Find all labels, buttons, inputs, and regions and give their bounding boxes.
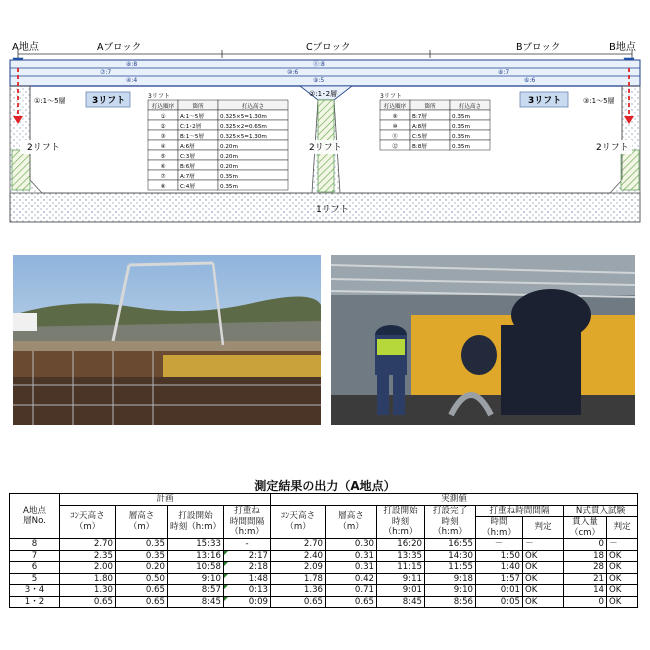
table-cell: 0.35 xyxy=(116,539,168,551)
table-cell: OK xyxy=(523,573,564,585)
lift2-center-label: 2リフト xyxy=(309,143,342,153)
seq-table-cell: ④ xyxy=(160,144,166,150)
table-cell: 0.31 xyxy=(326,550,377,562)
table-cell: 0 xyxy=(564,539,607,551)
table-cell: 8:57 xyxy=(168,585,224,597)
lift2-left-label: 2リフト xyxy=(27,143,60,153)
table-cell: 11:55 xyxy=(425,562,476,574)
layer-label: ⑦:7 xyxy=(100,69,112,76)
cross-section-diagram xyxy=(0,0,650,230)
results-title: 測定結果の出力（A地点） xyxy=(254,479,396,493)
table-cell: 0.65 xyxy=(271,596,326,608)
table-cell: 1・2 xyxy=(10,596,60,608)
header-layer-height-actual: 層高さ （m） xyxy=(326,505,377,539)
point-b-label: B地点 xyxy=(609,42,636,53)
seq-table-cell: 0.35m xyxy=(452,114,470,120)
seq-table-header: 打込高さ xyxy=(241,104,265,110)
table-cell: 1:50 xyxy=(476,550,523,562)
table-row xyxy=(10,562,638,574)
layer-label: ⑧:8 xyxy=(126,61,138,68)
table-cell: 10:58 xyxy=(168,562,224,574)
table-cell: 1.36 xyxy=(271,585,326,597)
seq-table-cell: 0.35m xyxy=(452,124,470,130)
table-cell: 6 xyxy=(10,562,60,574)
layer-label: ⑨:5 xyxy=(313,77,325,84)
seq-table-header: 箇所 xyxy=(424,104,436,110)
seq-table-cell: ⑨ xyxy=(392,114,398,120)
table-cell: 0.31 xyxy=(326,562,377,574)
table-cell: 0.65 xyxy=(326,596,377,608)
seq-table-cell: A:7層 xyxy=(180,174,195,180)
table-cell: OK xyxy=(523,596,564,608)
marker-left-label: ①:1～5層 xyxy=(34,97,66,105)
lift2-right-label: 2リフト xyxy=(596,143,629,153)
seq-table-cell: A:6層 xyxy=(180,144,195,150)
table-cell: OK xyxy=(607,585,638,597)
table-cell: 9:11 xyxy=(377,573,425,585)
table-cell: 0.20 xyxy=(116,562,168,574)
header-n-test: N式貫入試験 xyxy=(564,505,638,517)
table-cell: 1.80 xyxy=(60,573,116,585)
header-layer-height: 層高さ （m） xyxy=(116,505,168,539)
lift3-right-label: 3リフト xyxy=(528,96,562,106)
table-cell: 2.00 xyxy=(60,562,116,574)
layer-label: ⑧:7 xyxy=(498,69,510,76)
seq-table-cell: ③ xyxy=(160,134,166,140)
header-interval: 打重ね 時間間隔 （h:m） xyxy=(224,505,271,539)
table-cell: 13:16 xyxy=(168,550,224,562)
table-cell: 0.50 xyxy=(116,573,168,585)
table-cell: OK xyxy=(607,550,638,562)
table-cell: 8:56 xyxy=(425,596,476,608)
seq-table-cell: A:8層 xyxy=(412,124,427,130)
table-cell: 1:48 xyxy=(224,573,271,585)
table-cell: 8:45 xyxy=(168,596,224,608)
marker-right-label: ③:1～5層 xyxy=(583,97,615,105)
table-cell: 0:01 xyxy=(476,585,523,597)
seq-table-cell: ⑤ xyxy=(160,154,166,160)
table-cell: 11:15 xyxy=(377,562,425,574)
seq-table-cell: B:7層 xyxy=(412,114,427,120)
table-cell: 1.30 xyxy=(60,585,116,597)
table-caption: 3リフト xyxy=(380,93,402,100)
table-caption: 3リフト xyxy=(148,93,170,100)
layer-label: ⑥:6 xyxy=(524,77,536,84)
table-cell: OK xyxy=(523,550,564,562)
table-cell: 3・4 xyxy=(10,585,60,597)
table-cell: 2.40 xyxy=(271,550,326,562)
header-time: 時間 （h:m） xyxy=(476,517,523,539)
seq-table-cell: 0.20m xyxy=(220,144,238,150)
table-cell: 15:33 xyxy=(168,539,224,551)
header-con-height-actual: ｺﾝ天高さ （m） xyxy=(271,505,326,539)
block-a-label: Aブロック xyxy=(97,42,142,53)
table-cell: 9:10 xyxy=(168,573,224,585)
table-cell: 0:09 xyxy=(224,596,271,608)
table-cell: － xyxy=(476,539,523,551)
table-cell: 1:57 xyxy=(476,573,523,585)
seq-table-cell: ⑦ xyxy=(160,174,166,180)
pour-sequence-table-right xyxy=(376,92,492,150)
table-cell: 9:18 xyxy=(425,573,476,585)
layer-label: ④:4 xyxy=(126,77,138,84)
point-a-label: A地点 xyxy=(12,42,39,53)
seq-table-header: 箇所 xyxy=(192,104,204,110)
table-cell: 0.42 xyxy=(326,573,377,585)
pour-sequence-table-left xyxy=(144,92,288,190)
table-cell: 2:18 xyxy=(224,562,271,574)
lift3-left-label: 3リフト xyxy=(92,96,126,106)
seq-table-cell: C:5層 xyxy=(412,134,427,140)
seq-table-cell: ⑧ xyxy=(160,184,166,190)
table-cell: 14 xyxy=(564,585,607,597)
table-cell: 2.35 xyxy=(60,550,116,562)
layer-label: ⑩:6 xyxy=(287,69,299,76)
header-penetration: 貫入量 （cm） xyxy=(564,517,607,539)
table-cell: 0.30 xyxy=(326,539,377,551)
table-row xyxy=(10,585,638,597)
table-cell: 8:45 xyxy=(377,596,425,608)
table-cell: 0.71 xyxy=(326,585,377,597)
seq-table-cell: ⑪ xyxy=(392,134,398,140)
header-plan: 計画 xyxy=(60,494,271,506)
table-cell: OK xyxy=(523,562,564,574)
table-cell: 9:10 xyxy=(425,585,476,597)
seq-table-header: 打込順序 xyxy=(383,104,407,110)
site-photos xyxy=(0,255,650,425)
table-cell: － xyxy=(607,539,638,551)
seq-table-cell: 0.325×2=0.65m xyxy=(220,124,267,130)
marker-center-label: ②:1･2層 xyxy=(309,90,338,98)
table-cell: OK xyxy=(523,585,564,597)
table-cell: 5 xyxy=(10,573,60,585)
table-cell: OK xyxy=(607,573,638,585)
table-cell: 2.09 xyxy=(271,562,326,574)
seq-table-cell: ⑫ xyxy=(392,144,398,150)
seq-table-cell: 0.325×5=1.30m xyxy=(220,114,267,120)
seq-table-cell: ② xyxy=(160,124,166,130)
header-end-actual: 打設完了 時刻 （h:m） xyxy=(425,505,476,539)
lift1-label: 1リフト xyxy=(316,205,349,215)
table-cell: 16:55 xyxy=(425,539,476,551)
table-cell: 14:30 xyxy=(425,550,476,562)
table-cell: 18 xyxy=(564,550,607,562)
table-cell: 1:40 xyxy=(476,562,523,574)
table-row xyxy=(10,596,638,608)
table-cell: 0.35 xyxy=(116,550,168,562)
table-cell: 0.65 xyxy=(60,596,116,608)
block-b-label: Bブロック xyxy=(516,42,561,53)
table-cell: 2:17 xyxy=(224,550,271,562)
header-judge-n: 判定 xyxy=(607,517,638,539)
header-interval-group: 打重ね時間間隔 xyxy=(476,505,564,517)
seq-table-cell: C:3層 xyxy=(180,154,195,160)
header-con-height: ｺﾝ天高さ （m） xyxy=(60,505,116,539)
results-table xyxy=(9,493,638,608)
table-cell: 2.70 xyxy=(271,539,326,551)
table-cell: 1.78 xyxy=(271,573,326,585)
table-cell: 21 xyxy=(564,573,607,585)
table-cell: － xyxy=(523,539,564,551)
seq-table-cell: A:1～5層 xyxy=(180,114,204,120)
seq-table-cell: C:1･2層 xyxy=(180,124,202,130)
table-cell: OK xyxy=(607,562,638,574)
header-start-actual: 打設開始 時刻 （h:m） xyxy=(377,505,425,539)
seq-table-cell: B:1～5層 xyxy=(180,134,205,140)
seq-table-header: 打込高さ xyxy=(458,104,482,110)
table-cell: 2.70 xyxy=(60,539,116,551)
seq-table-cell: 0.20m xyxy=(220,164,238,170)
header-point-layer: A地点 層No. xyxy=(10,494,60,539)
seq-table-cell: ⑩ xyxy=(392,124,398,130)
table-cell: 0:13 xyxy=(224,585,271,597)
header-actual: 実測値 xyxy=(271,494,638,506)
seq-table-cell: C:4層 xyxy=(180,184,195,190)
seq-table-cell: B:8層 xyxy=(412,144,427,150)
seq-table-cell: B:6層 xyxy=(180,164,195,170)
site-photo-pump-truck xyxy=(13,255,321,425)
table-cell: 0 xyxy=(564,596,607,608)
block-c-label: Cブロック xyxy=(306,42,351,53)
seq-table-cell: 0.35m xyxy=(220,184,238,190)
table-row xyxy=(10,539,638,551)
seq-table-cell: 0.35m xyxy=(220,174,238,180)
seq-table-header: 打込順序 xyxy=(151,104,175,110)
layer-label: ⑪:8 xyxy=(313,61,325,68)
site-photo-workers xyxy=(331,255,635,425)
table-row xyxy=(10,573,638,585)
table-cell: OK xyxy=(607,596,638,608)
table-cell: 28 xyxy=(564,562,607,574)
table-cell: 0.65 xyxy=(116,596,168,608)
table-cell: 7 xyxy=(10,550,60,562)
header-judge: 判定 xyxy=(523,517,564,539)
seq-table-cell: ⑥ xyxy=(160,164,166,170)
header-start-time: 打設開始 時刻（h:m） xyxy=(168,505,224,539)
table-row xyxy=(10,550,638,562)
seq-table-cell: 0.35m xyxy=(452,134,470,140)
table-cell: - xyxy=(224,539,271,551)
seq-table-cell: 0.35m xyxy=(452,144,470,150)
seq-table-cell: 0.325×5=1.30m xyxy=(220,134,267,140)
seq-table-cell: ① xyxy=(160,114,166,120)
table-cell: 0.65 xyxy=(116,585,168,597)
table-cell: 13:35 xyxy=(377,550,425,562)
table-cell: 0:05 xyxy=(476,596,523,608)
table-cell: 9:01 xyxy=(377,585,425,597)
table-cell: 8 xyxy=(10,539,60,551)
table-cell: 16:20 xyxy=(377,539,425,551)
seq-table-cell: 0.20m xyxy=(220,154,238,160)
